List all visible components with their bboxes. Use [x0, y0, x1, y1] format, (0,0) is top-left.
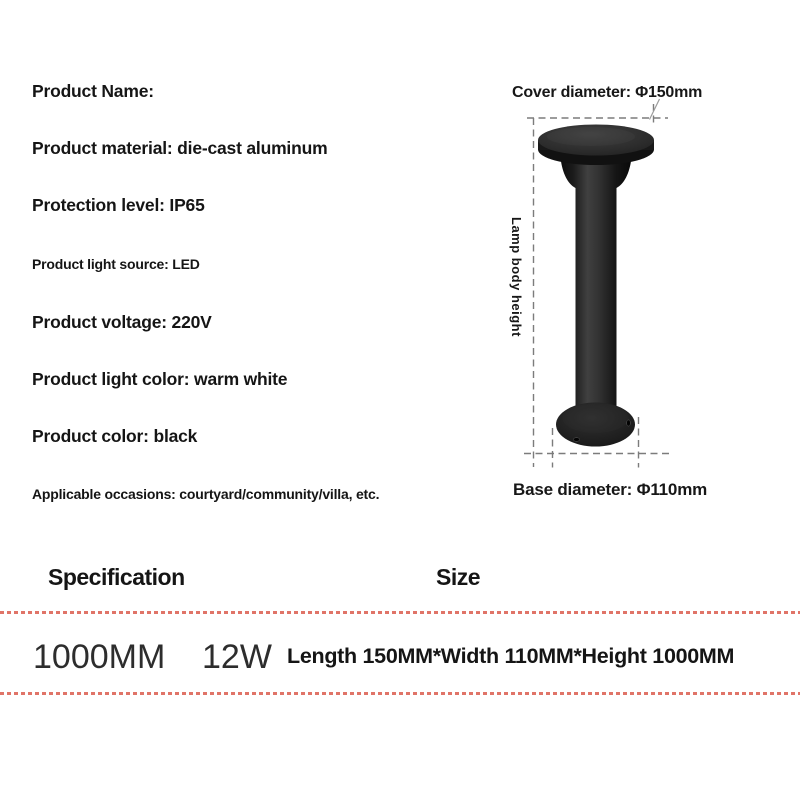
dotted-divider-bottom: [0, 692, 800, 695]
product-material-line: Product material: die-cast aluminum: [32, 138, 328, 158]
specification-header: Specification: [48, 564, 185, 590]
protection-level-line: Protection level: IP65: [32, 195, 205, 215]
light-source-line: Product light source: LED: [32, 256, 200, 272]
size-value: Length 150MM*Width 110MM*Height 1000MM: [287, 644, 735, 668]
product-color-line: Product color: black: [32, 426, 198, 446]
leader-line: [650, 99, 660, 120]
lamp-shape: [538, 125, 654, 447]
cover-diameter-label: Cover diameter: Φ150mm: [512, 84, 703, 101]
applicable-occasions-line: Applicable occasions: courtyard/community/villa, etc.: [32, 486, 380, 502]
size-header: Size: [436, 564, 481, 590]
lamp-body-height-label: Lamp body height: [509, 217, 524, 337]
light-color-line: Product light color: warm white: [32, 369, 288, 389]
voltage-line: Product voltage: 220V: [32, 312, 212, 332]
bollard-lamp-image: [488, 94, 732, 478]
base-diameter-label: Base diameter: Φ110mm: [513, 480, 708, 499]
wattage-value: 12W: [202, 638, 272, 676]
product-name-line: Product Name:: [32, 81, 154, 101]
spec-value: 1000MM: [33, 638, 166, 676]
dotted-divider-top: [0, 611, 800, 614]
